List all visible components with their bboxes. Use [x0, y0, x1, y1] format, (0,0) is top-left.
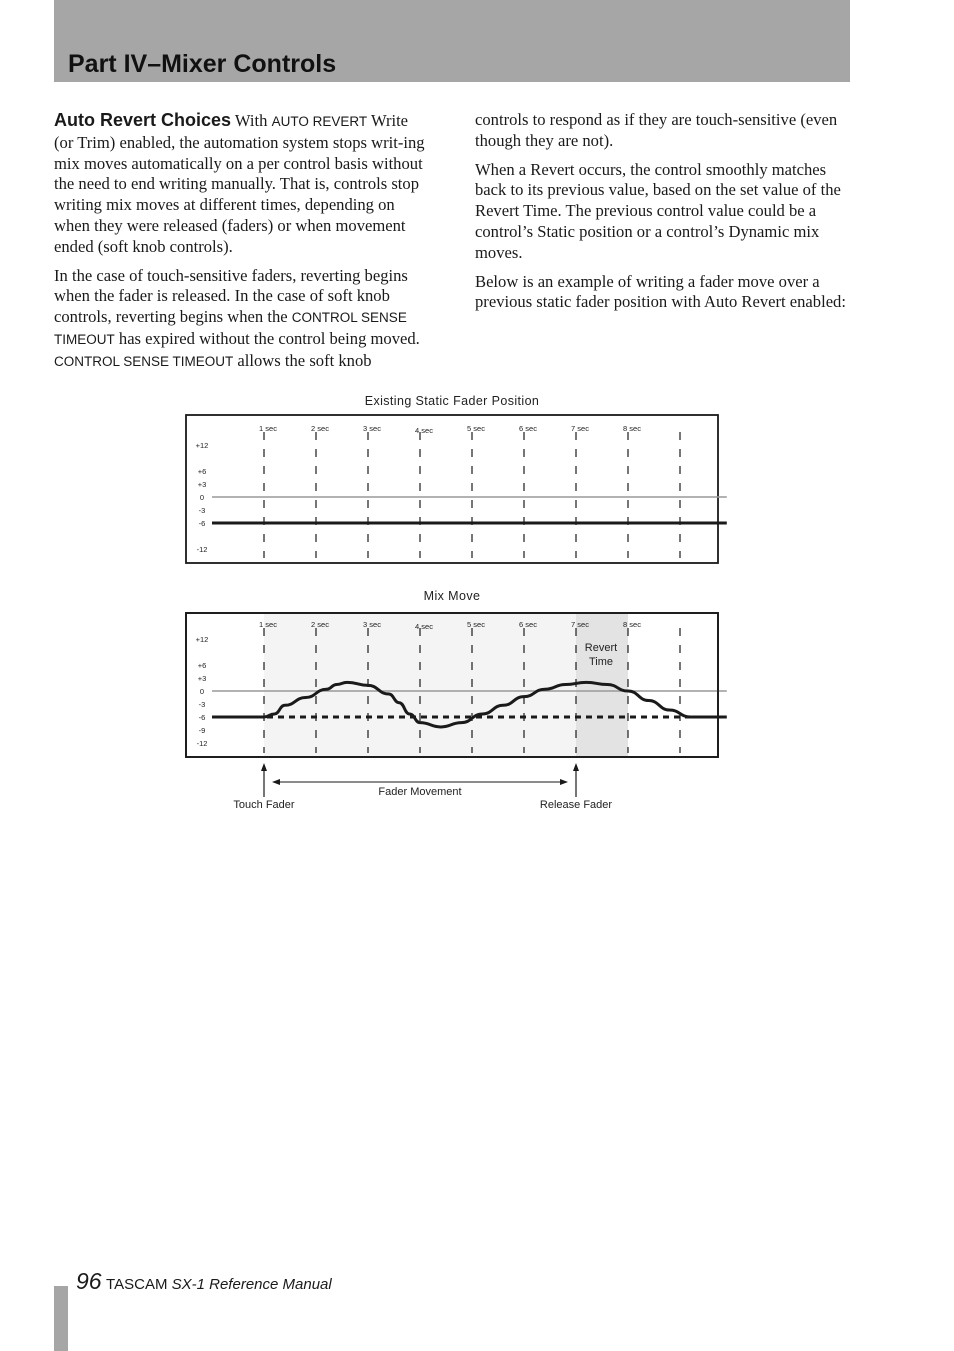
- y-tick-label: +3: [197, 480, 207, 490]
- touch-fader-label: Touch Fader: [233, 799, 295, 811]
- text-run: has expired without the control being moved.: [114, 328, 420, 348]
- release-fader-arrowhead: [573, 763, 579, 771]
- x-tick-label: 3 sec: [363, 424, 381, 433]
- x-tick-label: 1 sec: [259, 424, 277, 433]
- paragraph-example-intro: Below is an example of writing a fader move over a previous static fader position with Auto Revert enabled:: [475, 271, 846, 312]
- brand-name: TASCAM: [106, 1276, 168, 1293]
- y-tick-label: +6: [197, 467, 207, 477]
- y-tick-label: -9: [198, 725, 206, 735]
- chart-frame-static: [186, 415, 718, 563]
- x-tick-label: 2 sec: [311, 424, 329, 433]
- y-tick-label: +12: [195, 635, 209, 645]
- span-arrowhead-right: [560, 779, 568, 785]
- y-tick-label: -6: [198, 712, 206, 722]
- x-tick-label: 6 sec: [519, 620, 537, 629]
- y-tick-label: 0: [199, 493, 205, 502]
- page-title: Part IV–Mixer Controls: [68, 50, 337, 78]
- paragraph-revert-occurs: When a Revert occurs, the control smoothly matches back to its previous value, based on the set value of the Revert Time. The previous control value could be a control’s Static position or a control’s Dynamic mix moves.: [475, 159, 841, 262]
- x-tick-label: 1 sec: [259, 620, 277, 629]
- y-tick-label: -3: [198, 505, 206, 515]
- y-tick-label: +6: [197, 661, 207, 671]
- x-tick-label: 6 sec: [519, 424, 537, 433]
- small-caps-term: CONTROL SENSE TIMEOUT: [54, 310, 407, 347]
- chart-title-mix-move: Mix Move: [423, 589, 481, 603]
- small-caps-term: AUTO REVERT: [271, 114, 368, 129]
- chart-title-static: Existing Static Fader Position: [364, 394, 540, 408]
- page-number: 96: [76, 1268, 102, 1294]
- y-tick-label: -12: [196, 544, 208, 554]
- y-tick-label: 0: [199, 687, 205, 696]
- paragraph-continuation: controls to respond as if they are touch-sensitive (even though they are not).: [475, 110, 838, 150]
- manual-name: SX-1 Reference Manual: [167, 1276, 332, 1293]
- section-heading: Auto Revert Choices: [54, 110, 232, 130]
- x-tick-label: 2 sec: [311, 620, 329, 629]
- x-tick-label: 7 sec: [571, 620, 589, 629]
- x-tick-label: 4 sec: [415, 622, 433, 631]
- y-tick-label: +12: [195, 441, 209, 451]
- x-tick-label: 3 sec: [363, 620, 381, 629]
- small-caps-term: CONTROL SENSE TIMEOUT: [54, 353, 234, 369]
- y-tick-label: -12: [196, 738, 208, 748]
- page-footer: [76, 1268, 332, 1295]
- x-tick-label: 5 sec: [467, 620, 485, 629]
- touch-fader-arrowhead: [261, 763, 267, 771]
- y-tick-label: -6: [198, 518, 206, 528]
- fader-annotations: [233, 763, 612, 811]
- x-tick-label: 7 sec: [571, 424, 589, 433]
- text-run: Write (or Trim) enabled, the automation system stops writ-ing mix moves automatically on a per control basis without the need to end writing manually. That is, controls stop writing mix moves at different times, depending on when they were released (faders) or when movement ended (soft knob controls).: [54, 111, 425, 256]
- x-tick-label: 8 sec: [623, 620, 641, 629]
- text-run: With: [231, 111, 272, 130]
- y-tick-label: -3: [198, 699, 206, 709]
- text-run: In the case of touch-sensitive faders, reverting begins when the fader is released. In the case of soft knob controls, reverting begins when the: [54, 265, 408, 327]
- text-run: allows the soft knob: [233, 350, 372, 370]
- x-tick-label: 5 sec: [467, 424, 485, 433]
- fader-movement-label: Fader Movement: [378, 786, 462, 798]
- x-tick-label: 8 sec: [623, 424, 641, 433]
- y-tick-label: +3: [197, 674, 207, 684]
- span-arrowhead-left: [272, 779, 280, 785]
- revert-label-line2: Time: [588, 656, 614, 668]
- footer-bar: [54, 1286, 68, 1351]
- release-fader-label: Release Fader: [539, 799, 613, 811]
- manual-title: [106, 1276, 332, 1293]
- revert-label-line1: Revert: [584, 642, 618, 654]
- x-tick-label: 4 sec: [415, 426, 433, 435]
